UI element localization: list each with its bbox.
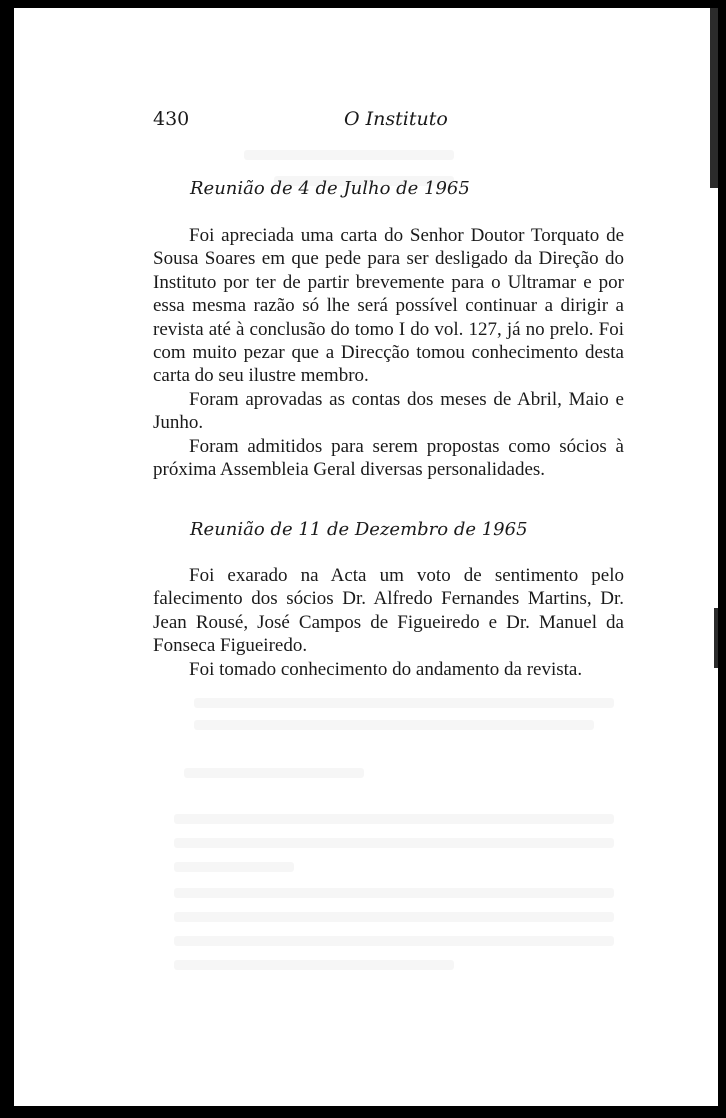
show-through-mark (174, 960, 454, 970)
section-body (153, 224, 624, 481)
scan-edge-mark (710, 8, 718, 188)
show-through-mark (174, 912, 614, 922)
show-through-mark (184, 768, 364, 778)
paragraph: Foi apreciada uma carta do Senhor Doutor Torquato de Sousa Soares em que pede para ser desligado da Direção do Instituto por ter de partir brevemente para o Ultramar e por essa mesma razão só lhe será possível continuar a dirigir a revista até à conclusão do tomo I do vol. 127, já no prelo. Foi com muito pezar que a Direcção tomou conhecimento desta carta do seu ilustre membro. (153, 225, 624, 387)
paragraph: Foi tomado conhecimento do andamento da revista. (189, 658, 583, 680)
show-through-mark (174, 838, 614, 848)
section-heading: Reunião de 11 de Dezembro de 1965 (190, 519, 528, 540)
show-through-mark (174, 862, 294, 872)
show-through-mark (194, 698, 614, 708)
paragraph: Foi exarado na Acta um voto de sentimento pelo falecimento dos sócios Dr. Alfredo Fernandes Martins, Dr. Jean Rousé, José Campos de Figueiredo e Dr. Manuel da Fonseca Figueiredo. (153, 565, 624, 657)
page-number: 430 (153, 108, 190, 130)
show-through-mark (244, 150, 454, 160)
document-page (14, 8, 718, 1106)
show-through-mark (174, 888, 614, 898)
show-through-mark (174, 814, 614, 824)
page-header (14, 108, 718, 134)
paragraph: Foram aprovadas as contas dos meses de Abril, Maio e Junho. (153, 388, 624, 434)
show-through-mark (174, 936, 614, 946)
section-body (153, 564, 624, 681)
running-title: O Instituto (344, 108, 448, 130)
paragraph: Foram admitidos para serem propostas como sócios à próxima Assembleia Geral diversas personalidades. (153, 435, 624, 481)
show-through-mark (194, 720, 594, 730)
scan-edge-mark (714, 608, 718, 668)
section-heading: Reunião de 4 de Julho de 1965 (190, 178, 470, 199)
